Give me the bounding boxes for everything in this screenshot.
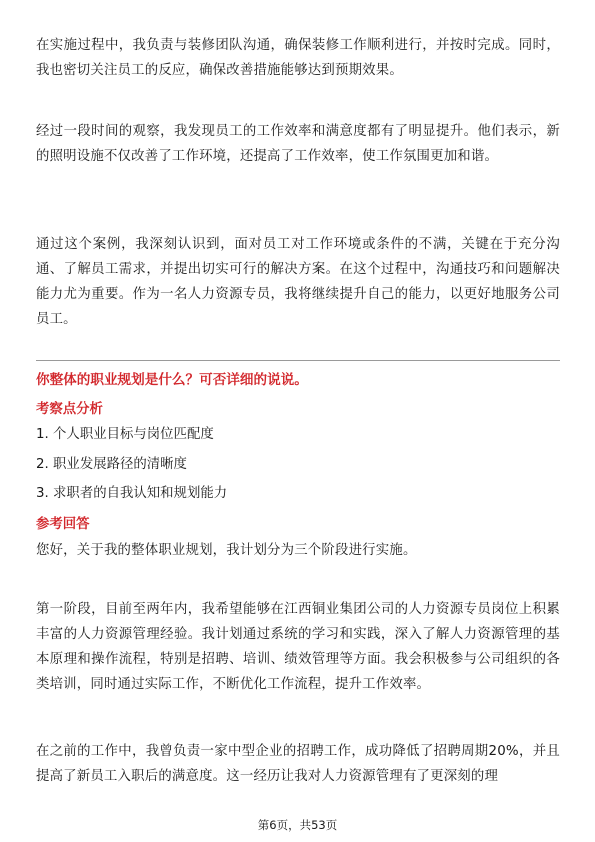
analysis-heading: 考察点分析: [36, 402, 103, 417]
section-divider: [36, 360, 560, 361]
answer-paragraph: 第一阶段，目前至两年内，我希望能够在江西铜业集团公司的人力资源专员岗位上积累丰富的人力资源管理经验。我计划通过系统的学习和实践，深入了解人力资源管理的基本原理和操作流程，特别是招聘、培训、绩效管理等方面。我会积极参与公司组织的各类培训，同时通过实际工作，不断优化工作流程，提升工作效率。: [36, 602, 560, 692]
analysis-item: 2. 职业发展路径的清晰度: [36, 457, 187, 472]
body-paragraph: 通过这个案例，我深刻认识到，面对员工对工作环境或条件的不满，关键在于充分沟通、了解员工需求，并提出切实可行的解决方案。在这个过程中，沟通技巧和问题解决能力尤为重要。作为一名人力资源专员，我将继续提升自己的能力，以更好地服务公司员工。: [36, 237, 560, 327]
interview-question: 你整体的职业规划是什么？可否详细的说说。: [36, 372, 308, 388]
page-indicator: 第6页，共53页: [257, 818, 338, 832]
analysis-item: 3. 求职者的自我认知和规划能力: [36, 486, 228, 501]
body-paragraph: 经过一段时间的观察，我发现员工的工作效率和满意度都有了明显提升。他们表示，新的照明设施不仅改善了工作环境，还提高了工作效率，使工作氛围更加和谐。: [36, 124, 560, 164]
answer-heading: 参考回答: [36, 517, 90, 532]
answer-paragraph: 您好，关于我的整体职业规划，我计划分为三个阶段进行实施。: [36, 543, 417, 558]
analysis-item: 1. 个人职业目标与岗位匹配度: [36, 427, 214, 442]
answer-paragraph: 在之前的工作中，我曾负责一家中型企业的招聘工作，成功降低了招聘周期20%，并且提高了新员工入职后的满意度。这一经历让我对人力资源管理有了更深刻的理: [36, 744, 560, 784]
body-paragraph: 在实施过程中，我负责与装修团队沟通，确保装修工作顺利进行，并按时完成。同时，我也密切关注员工的反应，确保改善措施能够达到预期效果。: [36, 38, 560, 78]
